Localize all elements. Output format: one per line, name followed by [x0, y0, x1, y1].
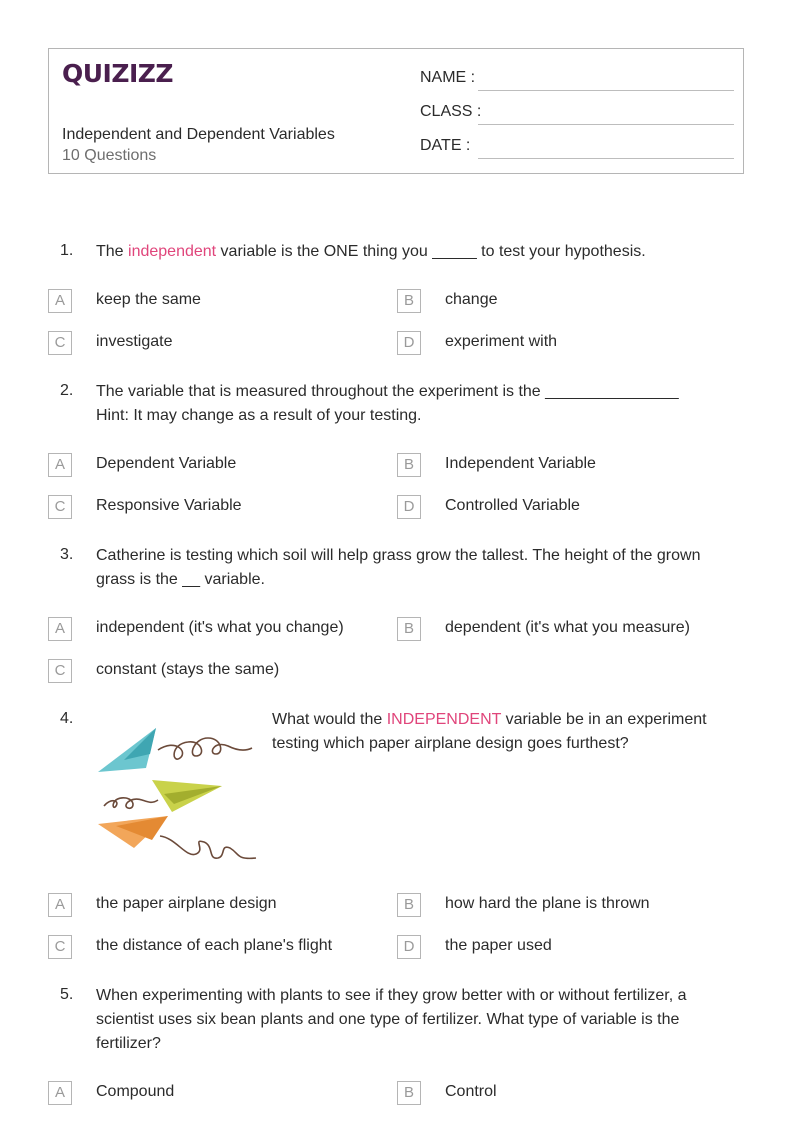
option-text: experiment with: [445, 333, 558, 350]
highlighted-word: independent: [128, 243, 217, 260]
option-text: investigate: [96, 333, 173, 350]
option-letter: C: [48, 935, 72, 959]
question-text: [96, 380, 741, 428]
option-letter: A: [48, 453, 72, 477]
worksheet-header: [48, 48, 744, 174]
question-text-part: variable be in an experiment testing which paper airplane design goes furthest?: [272, 711, 707, 752]
orange-plane-trail: [160, 836, 256, 858]
option-text: constant (stays the same): [96, 661, 280, 678]
question-text-part: The: [96, 243, 129, 260]
name-label: NAME :: [420, 69, 476, 86]
question-text: Catherine is testing which soil will help grass grow the tallest. The height of the grown grass is the __ variable.: [96, 547, 701, 588]
question-line: The variable that is measured throughout the experiment is the _______________: [96, 383, 679, 400]
date-label: DATE :: [420, 137, 471, 154]
option-letter: B: [397, 1081, 421, 1105]
name-line[interactable]: [478, 90, 734, 91]
option-text: independent (it's what you change): [96, 619, 344, 636]
question-count: 10 Questions: [62, 147, 157, 164]
option-text: the paper used: [445, 937, 552, 954]
question-text: When experimenting with plants to see if they grow better with or without fertilizer, a scientist uses six bean plants and one type of fertilizer. What type of variable is the fertilizer?: [96, 987, 687, 1052]
option-letter: B: [397, 893, 421, 917]
option-letter: D: [397, 331, 421, 355]
option-text: how hard the plane is thrown: [445, 895, 650, 912]
question-text: [272, 708, 742, 756]
option-letter: A: [48, 617, 72, 641]
worksheet-title: Independent and Dependent Variables: [62, 126, 335, 143]
teal-plane-trail: [158, 738, 252, 759]
option-letter: C: [48, 659, 72, 683]
question-text-part: variable is the ONE thing you _____ to test your hypothesis.: [216, 243, 646, 260]
option-text: keep the same: [96, 291, 201, 308]
option-letter: C: [48, 495, 72, 519]
option-letter: A: [48, 289, 72, 313]
option-letter: B: [397, 617, 421, 641]
paper-airplanes-image: [96, 708, 258, 868]
option-text: Compound: [96, 1083, 175, 1100]
class-field[interactable]: [420, 101, 734, 125]
option-letter: D: [397, 935, 421, 959]
class-line[interactable]: [478, 124, 734, 125]
option-letter: B: [397, 289, 421, 313]
question-number: 1.: [60, 242, 74, 259]
name-field[interactable]: [420, 67, 734, 91]
question-number: 2.: [60, 382, 74, 399]
question-text-part: What would the: [272, 711, 387, 728]
class-label: CLASS :: [420, 103, 482, 120]
option-text: the paper airplane design: [96, 895, 277, 912]
question-hint: Hint: It may change as a result of your testing.: [96, 407, 422, 424]
option-letter: D: [397, 495, 421, 519]
quizizz-logo: QUIZIZZ: [62, 59, 174, 88]
option-text: Independent Variable: [445, 455, 596, 472]
option-letter: A: [48, 893, 72, 917]
option-text: Dependent Variable: [96, 455, 237, 472]
option-text: dependent (it's what you measure): [445, 619, 690, 636]
option-text: Controlled Variable: [445, 497, 580, 514]
option-letter: B: [397, 453, 421, 477]
option-letter: C: [48, 331, 72, 355]
green-plane-trail: [104, 798, 158, 808]
option-text: change: [445, 291, 498, 308]
question-number: 3.: [60, 546, 74, 563]
option-text: Control: [445, 1083, 497, 1100]
date-line[interactable]: [478, 158, 734, 159]
highlighted-word: INDEPENDENT: [386, 711, 502, 728]
question-number: 4.: [60, 710, 74, 727]
question-number: 5.: [60, 986, 74, 1003]
date-field[interactable]: [420, 135, 734, 159]
option-text: Responsive Variable: [96, 497, 242, 514]
question-text: [96, 240, 741, 264]
option-text: the distance of each plane's flight: [96, 937, 333, 954]
option-letter: A: [48, 1081, 72, 1105]
